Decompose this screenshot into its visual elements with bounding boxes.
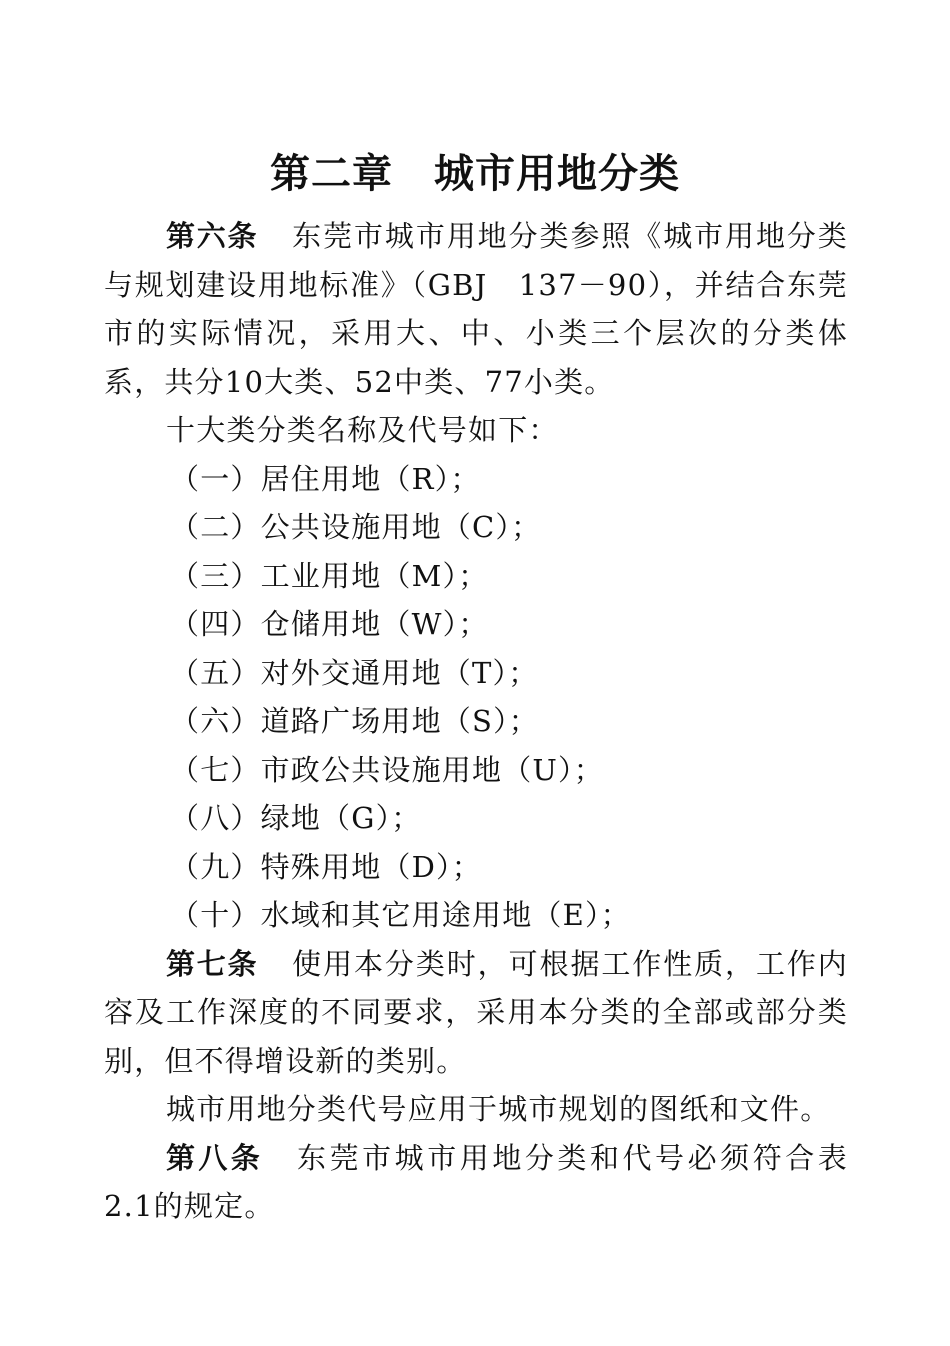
category-intro: 十大类分类名称及代号如下：: [166, 413, 559, 447]
list-item: [104, 503, 848, 552]
item-text: 水域和其它用途用地（E）；: [260, 898, 631, 932]
category-list: [104, 455, 848, 940]
chapter-title: 第二章 城市用地分类: [270, 151, 680, 197]
article-8-label: 第八条: [166, 1140, 264, 1175]
item-number: （八）: [170, 801, 261, 835]
item-number: （九）: [170, 849, 261, 884]
list-item: [104, 649, 848, 698]
list-item: [104, 455, 848, 504]
article-6-text: 东莞市城市用地分类参照《城市用地分类与规划建设用地标准》（GBJ 137－90），并结合东莞市的实际情况，采用大、中、小类三个层次的分类体系，共分10大类、52中类、77小类。: [104, 219, 848, 399]
item-text: 绿地（G）；: [260, 801, 422, 835]
item-number: （七）: [170, 752, 261, 787]
item-number: （二）: [170, 510, 261, 544]
article-7-paragraph: [104, 940, 848, 1086]
item-text: 对外交通用地（T）；: [260, 655, 539, 690]
item-text: 公共设施用地（C）；: [260, 510, 542, 544]
item-text: 工业用地（M）；: [260, 558, 489, 593]
article-8-text: 东莞市城市用地分类和代号必须符合表2.1的规定。: [104, 1140, 848, 1223]
list-item: [104, 552, 848, 601]
article-6-label: 第六条: [166, 219, 259, 253]
item-number: （一）: [170, 461, 261, 496]
list-item: [104, 794, 848, 843]
item-text: 特殊用地（D）；: [260, 849, 482, 884]
article-6-paragraph: [104, 212, 848, 406]
item-text: 市政公共设施用地（U）；: [260, 752, 604, 787]
list-item: [104, 891, 848, 940]
item-number: （五）: [170, 655, 261, 690]
article-7-text: 使用本分类时，可根据工作性质，工作内容及工作深度的不同要求，采用本分类的全部或部分类别，但不得增设新的类别。: [104, 946, 848, 1078]
item-text: 居住用地（R）；: [260, 461, 481, 496]
item-number: （十）: [170, 898, 261, 932]
list-item: [104, 600, 848, 649]
usage-note-paragraph: 城市用地分类代号应用于城市规划的图纸和文件。: [166, 1092, 831, 1126]
item-number: （三）: [170, 558, 261, 593]
article-7-label: 第七条: [166, 946, 259, 981]
article-8-paragraph: [104, 1134, 848, 1231]
document-body: [104, 212, 848, 1231]
list-item: [104, 746, 848, 795]
item-text: 道路广场用地（S）；: [260, 704, 539, 738]
item-text: 仓储用地（W）；: [260, 607, 489, 641]
list-item: [104, 843, 848, 892]
list-item: [104, 697, 848, 746]
item-number: （四）: [170, 607, 261, 641]
item-number: （六）: [170, 704, 261, 738]
